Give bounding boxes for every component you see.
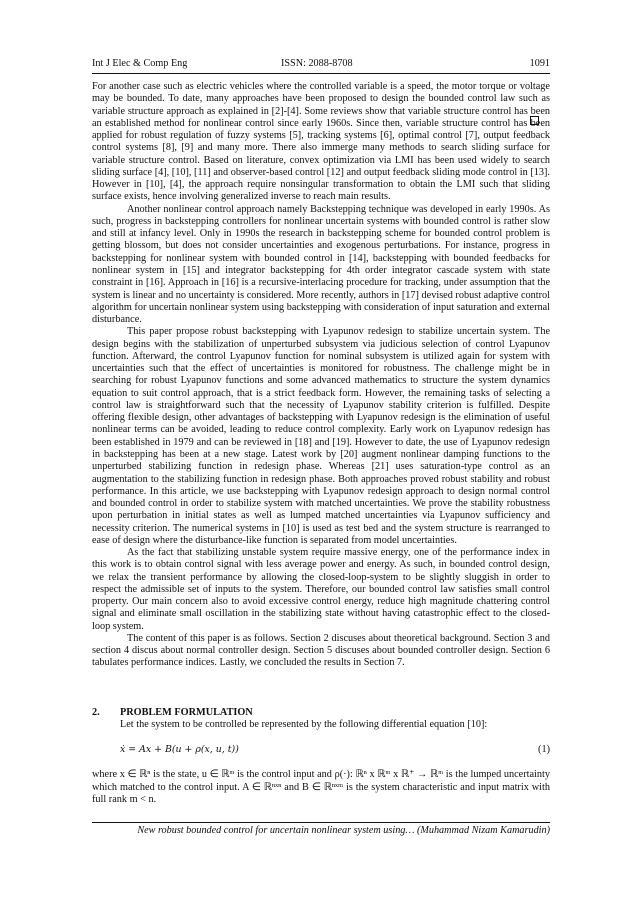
- section-heading: [92, 707, 550, 719]
- running-footer: New robust bounded control for uncertain nonlinear system using… (Muhammad Nizam Kamarudin): [137, 825, 550, 836]
- footer-rule: [92, 822, 550, 823]
- page-number-group: [530, 58, 550, 69]
- page-number: 1091: [529, 58, 550, 69]
- journal-name: Int J Elec & Comp Eng: [92, 58, 188, 69]
- paragraph-2: Another nonlinear control approach namely Backstepping technique was developed in early 1990s. As such, progress in backstepping controllers for nonlinear uncertain systems with bounded control is rather slow and still at infancy level. Only in 1990s the research in backstepping scheme for bounded control problem is getting blossom, but does not consider uncertainties and exogenous perturbations. For instance, progress in backstepping for nonlinear system with bounded control in [14], backstepping with bounded feedbacks for nonlinear system in [15] and integrator backstepping for 4th order integrator cascade system with state constraint in [16]. Approach in [16] is a recursive-interlacing procedure for tracking, under assumption that the system is linear and no uncertainty is considered. More recently, authors in [17] devised robust adaptive control algorithm for uncertain nonlinear system using backstepping with consideration of input saturation and external disturbance.: [92, 203, 551, 326]
- paragraph-1: For another case such as electric vehicles where the controlled variable is a speed, the motor torque or voltage may be bounded. To date, many approaches have been proposed to design the bounded control law such as variable structure approach as explained in [2]-[4]. Some reviews show that variable structure control has been an established method for nonlinear control since early 1960s. Since then, variable structure control has been applied for robust regulation of fuzzy systems [5], tracking systems [6], optimal control [7], output feedback control systems [8], [9] and many more. There also immerge many methods to search sliding surface for variable structure control. Based on literature, convex optimization via LMI has been used widely to search sliding surface [4], [10], [11] and observer-based control [12] and output feedback sliding mode control in [13]. However in [10], [4], the approach require nonsingular transformation to obtain the LMI such that sliding surface exists, hence involving generalized inverse to reach main results.: [92, 81, 550, 203]
- section-number: 2.: [92, 706, 100, 718]
- header-rule: [92, 73, 550, 74]
- issn: ISSN: 2088-8708: [281, 58, 353, 69]
- page-header: [92, 0, 550, 80]
- article-body: [92, 81, 550, 806]
- section-intro: Let the system to be controlled be represented by the following differential equation [10]:: [120, 719, 488, 731]
- paragraph-4: As the fact that stabilizing unstable system require massive energy, one of the performance index in this work is to obtain control signal with less average power and energy. As such, in bounded control design, we relax the transient performance by allowing the closed-loop-system to be slightly sluggish in order to respect the admissible set of inputs to the system. Therefore, our bounded control law satisfies small control property. Our main concern also to avoid excessive control energy, reduce high magnitude chattering control signal and eliminate small oscillation in the stabilizing state without having catastrophic effect to the closed-loop system.: [92, 547, 550, 632]
- equation-1: [120, 744, 550, 756]
- where-paragraph: where x ∈ ℝⁿ is the state, u ∈ ℝᵐ is the control input and ρ(·): ℝⁿ x ℝᵐ x ℝ⁺ → ℝᵐ is the lumped uncertainty which matched to the control input. A ∈ ℝⁿˣⁿ and B ∈ ℝⁿˣᵐ is the system characteristic and input matrix with full rank m < n.: [92, 769, 550, 805]
- section-title: PROBLEM FORMULATION: [120, 706, 253, 718]
- paragraph-5: The content of this paper is as follows. Section 2 discuses about theoretical background. Section 3 and section 4 discus about normal controller design. Section 5 discuses about bounded controller design. Section 6 tabulates performance indices. Lastly, we concluded the results in Section 7.: [92, 632, 550, 669]
- equation-expression: ẋ = Ax + B(u + ρ(x, u, t)): [120, 744, 239, 756]
- paragraph-3: This paper propose robust backstepping with Lyapunov redesign to stabilize uncertain system. The design begins with the stabilization of unperturbed subsystem via judicious selection of control Lyapunov function. Afterward, the control Lyapunov function for nominal subsystem is utilized again for system with uncertainties such that the effect of uncertainties is monitored for robustness. The challenge might be in searching for robust Lyapunov functions and some advanced mathematics to structure the system dynamics equation to suit control approach, that is a strict feedback form. However, the remaining tasks of selecting a control law is straightforward such that the necessity of Lyapunov stability criterion is fulfilled. Despite offering flexible design, other advantages of backstepping with Lyapunov redesign is the elimination of useful nonlinear terms can be avoided, leading to reduce control complexity. Early work on Lyapunov redesign has been established in 1979 and can be reviewed in [18] and [19]. However to date, the use of Lyapunov redesign in backstepping has been at a new stage. Latest work by [20] augment nonlinear damping functions to the unperturbed stabilizing function in redesign phase. Whereas [21] uses saturation-type control as an augmentation to the stabilizing function in redesign phase. Both approaches proved robust stability and robust performance. In this article, we use backstepping with Lyapunov redesign approach to design normal control and bounded control in order to stabilize system with matched uncertainties. We prove the stability robustness upon perturbation in initial states as well as lumped matched uncertainties via Lyapunov sufficiency and necessity criterion. The numerical systems in [10] is used as test bed and the system structure is rearranged to ease of design where the disturbance-like function is separated from model uncertainties.: [92, 326, 550, 546]
- equation-number: (1): [538, 744, 550, 756]
